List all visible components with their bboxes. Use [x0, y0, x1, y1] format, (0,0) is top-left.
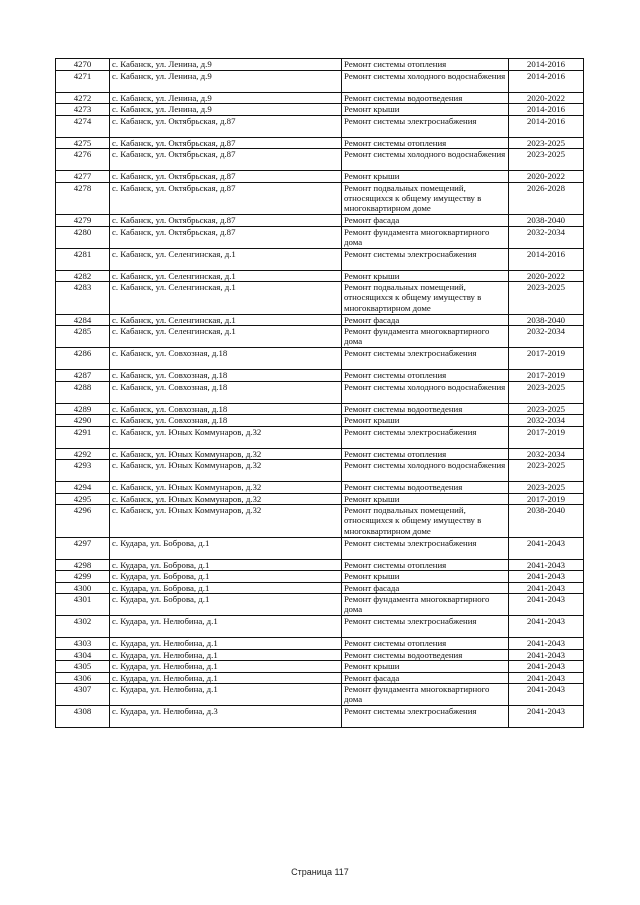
period-cell: 2014-2016: [509, 59, 584, 71]
row-number-cell: 4289: [56, 403, 110, 415]
page-number: Страница 117: [291, 867, 349, 877]
work-type-cell: Ремонт системы электроснабжения: [342, 348, 509, 370]
address-cell: с. Кудара, ул. Нелюбина, д.1: [110, 661, 342, 673]
table-row: [56, 171, 584, 183]
address-cell: с. Кабанск, ул. Ленина, д.9: [110, 70, 342, 92]
row-number-cell: 4300: [56, 582, 110, 594]
work-type-cell: Ремонт системы отопления: [342, 559, 509, 571]
address-cell: с. Кабанск, ул. Юных Коммунаров, д.32: [110, 493, 342, 505]
address-cell: с. Кабанск, ул. Октябрьская, д.87: [110, 171, 342, 183]
row-number-cell: 4270: [56, 59, 110, 71]
period-cell: 2017-2019: [509, 370, 584, 382]
work-type-cell: Ремонт крыши: [342, 270, 509, 282]
address-cell: с. Кабанск, ул. Октябрьская, д.87: [110, 215, 342, 227]
row-number-cell: 4277: [56, 171, 110, 183]
address-cell: с. Кабанск, ул. Юных Коммунаров, д.32: [110, 460, 342, 482]
period-cell: 2014-2016: [509, 248, 584, 270]
address-cell: с. Кабанск, ул. Совхозная, д.18: [110, 381, 342, 403]
table-row: [56, 684, 584, 706]
address-cell: с. Кабанск, ул. Октябрьская, д.87: [110, 226, 342, 248]
table-row: [56, 460, 584, 482]
work-type-cell: Ремонт системы электроснабжения: [342, 248, 509, 270]
work-type-cell: Ремонт подвальных помещений, относящихся к общему имуществу в многоквартирном доме: [342, 282, 509, 315]
work-type-cell: Ремонт крыши: [342, 493, 509, 505]
address-cell: с. Кабанск, ул. Совхозная, д.18: [110, 415, 342, 427]
period-cell: 2032-2034: [509, 448, 584, 460]
period-cell: 2041-2043: [509, 594, 584, 616]
row-number-cell: 4279: [56, 215, 110, 227]
period-cell: 2023-2025: [509, 137, 584, 149]
table-row: [56, 182, 584, 215]
table-row: [56, 448, 584, 460]
row-number-cell: 4294: [56, 482, 110, 494]
work-type-cell: Ремонт фасада: [342, 582, 509, 594]
table-row: [56, 215, 584, 227]
row-number-cell: 4273: [56, 104, 110, 116]
table-row: [56, 706, 584, 728]
work-type-cell: Ремонт фундамента многоквартирного дома: [342, 684, 509, 706]
period-cell: 2026-2028: [509, 182, 584, 215]
period-cell: 2041-2043: [509, 661, 584, 673]
table-row: [56, 370, 584, 382]
address-cell: с. Кабанск, ул. Совхозная, д.18: [110, 403, 342, 415]
period-cell: 2017-2019: [509, 348, 584, 370]
work-type-cell: Ремонт системы водоотведения: [342, 403, 509, 415]
row-number-cell: 4303: [56, 638, 110, 650]
address-cell: с. Кабанск, ул. Селенгинская, д.1: [110, 314, 342, 326]
table-row: [56, 661, 584, 673]
table-row: [56, 270, 584, 282]
row-number-cell: 4302: [56, 616, 110, 638]
address-cell: с. Кудара, ул. Нелюбина, д.3: [110, 706, 342, 728]
table-row: [56, 482, 584, 494]
work-type-cell: Ремонт системы водоотведения: [342, 649, 509, 661]
row-number-cell: 4304: [56, 649, 110, 661]
table-row: [56, 672, 584, 684]
period-cell: 2023-2025: [509, 482, 584, 494]
address-cell: с. Кабанск, ул. Селенгинская, д.1: [110, 282, 342, 315]
period-cell: 2041-2043: [509, 559, 584, 571]
table-row: [56, 282, 584, 315]
address-cell: с. Кудара, ул. Боброва, д.1: [110, 537, 342, 559]
work-type-cell: Ремонт системы холодного водоснабжения: [342, 460, 509, 482]
work-type-cell: Ремонт системы водоотведения: [342, 92, 509, 104]
row-number-cell: 4275: [56, 137, 110, 149]
period-cell: 2041-2043: [509, 684, 584, 706]
period-cell: 2014-2016: [509, 115, 584, 137]
table-row: [56, 582, 584, 594]
row-number-cell: 4272: [56, 92, 110, 104]
period-cell: 2023-2025: [509, 381, 584, 403]
period-cell: 2023-2025: [509, 403, 584, 415]
work-type-cell: Ремонт системы холодного водоснабжения: [342, 70, 509, 92]
work-type-cell: Ремонт крыши: [342, 571, 509, 583]
period-cell: 2041-2043: [509, 616, 584, 638]
table-row: [56, 616, 584, 638]
period-cell: 2032-2034: [509, 415, 584, 427]
row-number-cell: 4307: [56, 684, 110, 706]
table-row: [56, 426, 584, 448]
row-number-cell: 4287: [56, 370, 110, 382]
work-type-cell: Ремонт системы электроснабжения: [342, 706, 509, 728]
table-row: [56, 248, 584, 270]
row-number-cell: 4281: [56, 248, 110, 270]
work-type-cell: Ремонт системы отопления: [342, 59, 509, 71]
work-type-cell: Ремонт крыши: [342, 415, 509, 427]
work-type-cell: Ремонт крыши: [342, 171, 509, 183]
work-type-cell: Ремонт системы электроснабжения: [342, 115, 509, 137]
address-cell: с. Кудара, ул. Боброва, д.1: [110, 582, 342, 594]
address-cell: с. Кудара, ул. Нелюбина, д.1: [110, 638, 342, 650]
row-number-cell: 4280: [56, 226, 110, 248]
address-cell: с. Кабанск, ул. Ленина, д.9: [110, 104, 342, 116]
period-cell: 2038-2040: [509, 314, 584, 326]
row-number-cell: 4278: [56, 182, 110, 215]
period-cell: 2020-2022: [509, 171, 584, 183]
table-row: [56, 70, 584, 92]
work-type-cell: Ремонт крыши: [342, 661, 509, 673]
period-cell: 2023-2025: [509, 460, 584, 482]
address-cell: с. Кабанск, ул. Селенгинская, д.1: [110, 326, 342, 348]
period-cell: 2041-2043: [509, 706, 584, 728]
row-number-cell: 4274: [56, 115, 110, 137]
period-cell: 2023-2025: [509, 282, 584, 315]
row-number-cell: 4293: [56, 460, 110, 482]
work-type-cell: Ремонт системы отопления: [342, 638, 509, 650]
table-row: [56, 638, 584, 650]
work-type-cell: Ремонт системы водоотведения: [342, 482, 509, 494]
period-cell: 2014-2016: [509, 70, 584, 92]
table-row: [56, 137, 584, 149]
row-number-cell: 4296: [56, 505, 110, 538]
period-cell: 2041-2043: [509, 638, 584, 650]
work-type-cell: Ремонт фундамента многоквартирного дома: [342, 226, 509, 248]
work-type-cell: Ремонт системы электроснабжения: [342, 426, 509, 448]
work-type-cell: Ремонт системы отопления: [342, 370, 509, 382]
period-cell: 2038-2040: [509, 505, 584, 538]
row-number-cell: 4301: [56, 594, 110, 616]
table-row: [56, 348, 584, 370]
period-cell: 2038-2040: [509, 215, 584, 227]
work-type-cell: Ремонт системы холодного водоснабжения: [342, 381, 509, 403]
table-row: [56, 571, 584, 583]
address-cell: с. Кабанск, ул. Октябрьская, д.87: [110, 137, 342, 149]
row-number-cell: 4292: [56, 448, 110, 460]
address-cell: с. Кабанск, ул. Селенгинская, д.1: [110, 248, 342, 270]
work-type-cell: Ремонт фундамента многоквартирного дома: [342, 594, 509, 616]
row-number-cell: 4286: [56, 348, 110, 370]
address-cell: с. Кабанск, ул. Юных Коммунаров, д.32: [110, 426, 342, 448]
row-number-cell: 4290: [56, 415, 110, 427]
row-number-cell: 4285: [56, 326, 110, 348]
table-row: [56, 149, 584, 171]
row-number-cell: 4284: [56, 314, 110, 326]
table-row: [56, 92, 584, 104]
row-number-cell: 4276: [56, 149, 110, 171]
period-cell: 2041-2043: [509, 571, 584, 583]
address-cell: с. Кабанск, ул. Ленина, д.9: [110, 92, 342, 104]
period-cell: 2032-2034: [509, 326, 584, 348]
work-type-cell: Ремонт системы отопления: [342, 448, 509, 460]
table-row: [56, 104, 584, 116]
address-cell: с. Кудара, ул. Нелюбина, д.1: [110, 672, 342, 684]
table-row: [56, 649, 584, 661]
period-cell: 2041-2043: [509, 649, 584, 661]
address-cell: с. Кабанск, ул. Октябрьская, д.87: [110, 115, 342, 137]
work-type-cell: Ремонт системы электроснабжения: [342, 616, 509, 638]
period-cell: 2032-2034: [509, 226, 584, 248]
address-cell: с. Кабанск, ул. Совхозная, д.18: [110, 348, 342, 370]
period-cell: 2014-2016: [509, 104, 584, 116]
row-number-cell: 4271: [56, 70, 110, 92]
row-number-cell: 4282: [56, 270, 110, 282]
address-cell: с. Кабанск, ул. Октябрьская, д.87: [110, 149, 342, 171]
work-type-cell: Ремонт крыши: [342, 104, 509, 116]
period-cell: 2041-2043: [509, 582, 584, 594]
table-row: [56, 326, 584, 348]
table-row: [56, 314, 584, 326]
work-type-cell: Ремонт системы отопления: [342, 137, 509, 149]
table-row: [56, 594, 584, 616]
period-cell: 2017-2019: [509, 426, 584, 448]
table-body: [56, 59, 584, 728]
address-cell: с. Кудара, ул. Боброва, д.1: [110, 594, 342, 616]
table-row: [56, 493, 584, 505]
repair-schedule-table: [55, 58, 584, 728]
table-row: [56, 559, 584, 571]
work-type-cell: Ремонт подвальных помещений, относящихся к общему имуществу в многоквартирном доме: [342, 505, 509, 538]
period-cell: 2020-2022: [509, 270, 584, 282]
table-row: [56, 115, 584, 137]
work-type-cell: Ремонт фасада: [342, 314, 509, 326]
address-cell: с. Кабанск, ул. Юных Коммунаров, д.32: [110, 482, 342, 494]
table-row: [56, 403, 584, 415]
period-cell: 2017-2019: [509, 493, 584, 505]
table-row: [56, 59, 584, 71]
work-type-cell: Ремонт фасада: [342, 672, 509, 684]
row-number-cell: 4305: [56, 661, 110, 673]
row-number-cell: 4299: [56, 571, 110, 583]
address-cell: с. Кудара, ул. Нелюбина, д.1: [110, 649, 342, 661]
period-cell: 2041-2043: [509, 537, 584, 559]
work-type-cell: Ремонт системы электроснабжения: [342, 537, 509, 559]
work-type-cell: Ремонт фасада: [342, 215, 509, 227]
work-type-cell: Ремонт фундамента многоквартирного дома: [342, 326, 509, 348]
table-row: [56, 537, 584, 559]
table-row: [56, 505, 584, 538]
address-cell: с. Кабанск, ул. Ленина, д.9: [110, 59, 342, 71]
address-cell: с. Кабанск, ул. Совхозная, д.18: [110, 370, 342, 382]
row-number-cell: 4283: [56, 282, 110, 315]
address-cell: с. Кудара, ул. Нелюбина, д.1: [110, 684, 342, 706]
row-number-cell: 4288: [56, 381, 110, 403]
address-cell: с. Кудара, ул. Нелюбина, д.1: [110, 616, 342, 638]
row-number-cell: 4298: [56, 559, 110, 571]
row-number-cell: 4297: [56, 537, 110, 559]
period-cell: 2020-2022: [509, 92, 584, 104]
period-cell: 2041-2043: [509, 672, 584, 684]
row-number-cell: 4295: [56, 493, 110, 505]
period-cell: 2023-2025: [509, 149, 584, 171]
row-number-cell: 4291: [56, 426, 110, 448]
address-cell: с. Кабанск, ул. Юных Коммунаров, д.32: [110, 505, 342, 538]
row-number-cell: 4308: [56, 706, 110, 728]
address-cell: с. Кабанск, ул. Селенгинская, д.1: [110, 270, 342, 282]
address-cell: с. Кабанск, ул. Октябрьская, д.87: [110, 182, 342, 215]
table-row: [56, 415, 584, 427]
address-cell: с. Кудара, ул. Боброва, д.1: [110, 571, 342, 583]
table-row: [56, 381, 584, 403]
address-cell: с. Кабанск, ул. Юных Коммунаров, д.32: [110, 448, 342, 460]
table-row: [56, 226, 584, 248]
row-number-cell: 4306: [56, 672, 110, 684]
address-cell: с. Кудара, ул. Боброва, д.1: [110, 559, 342, 571]
work-type-cell: Ремонт системы холодного водоснабжения: [342, 149, 509, 171]
work-type-cell: Ремонт подвальных помещений, относящихся к общему имуществу в многоквартирном доме: [342, 182, 509, 215]
